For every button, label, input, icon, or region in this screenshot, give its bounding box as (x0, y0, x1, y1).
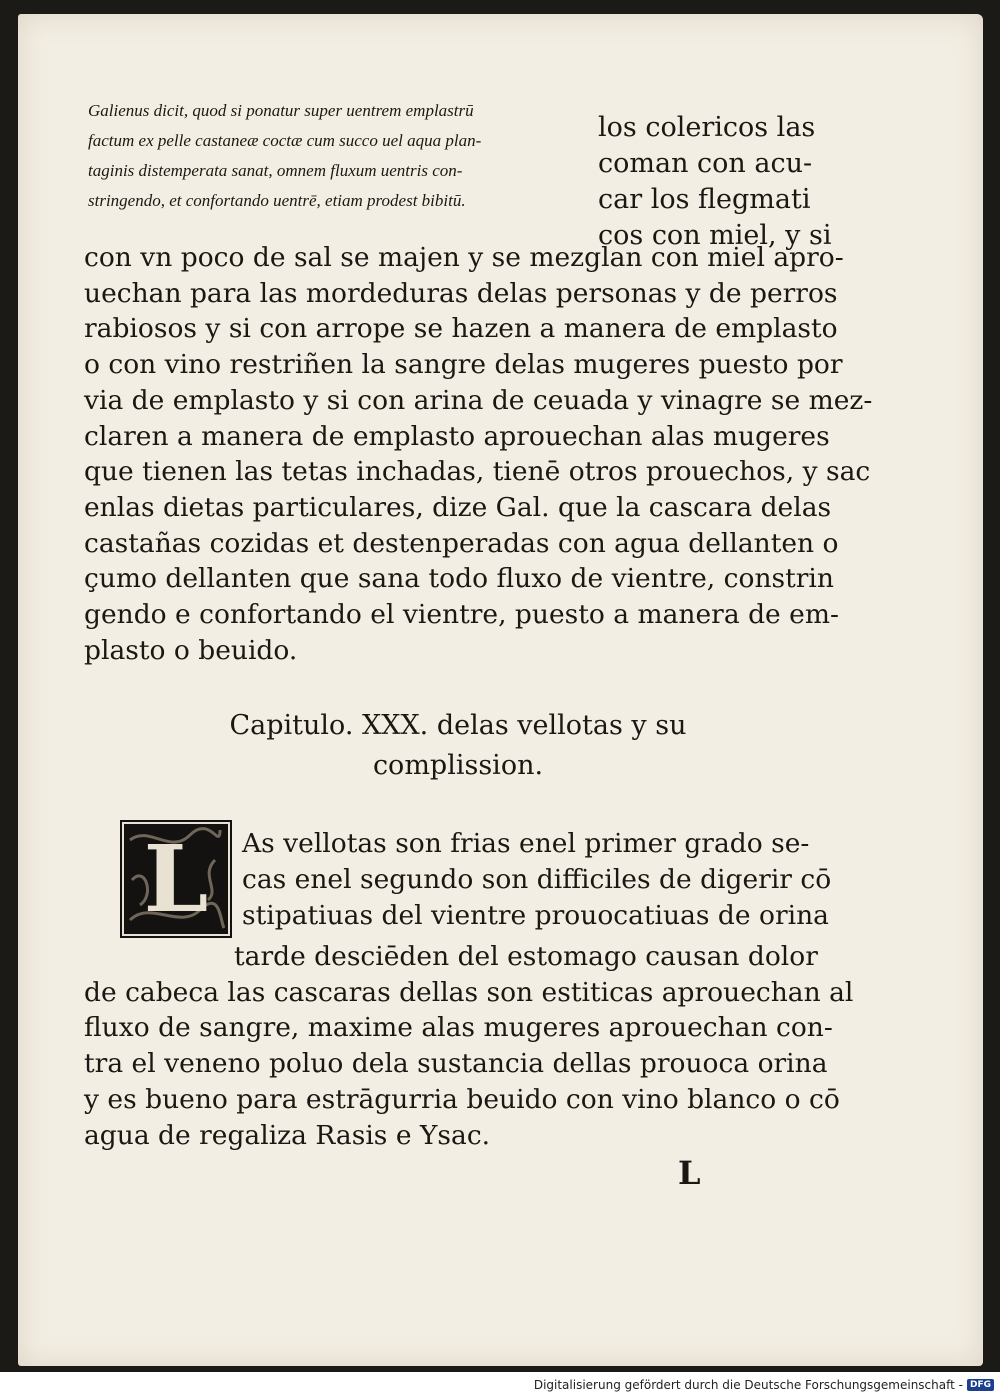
chapter-heading-line: Capitulo. XXX. delas vellotas y su (229, 710, 687, 741)
catchword: L (678, 1154, 701, 1192)
body-text-before-chapter (84, 240, 873, 668)
text-line: los colericos las (598, 112, 816, 143)
text-line: gendo e confortando el vientre, puesto a manera de em- (84, 599, 839, 631)
latin-line: taginis distemperata sanat, omnem fluxum uentris con- (88, 161, 463, 180)
text-line: castañas cozidas et destenperadas con agua dellanten o (84, 527, 839, 559)
text-line: As vellotas son frias enel primer grado se- (242, 828, 810, 859)
text-line: claren a manera de emplasto aprouechan alas mugeres (84, 420, 830, 452)
text-line: stipatiuas del vientre prouocatiuas de orina (242, 900, 829, 931)
text-line: çumo dellanten que sana todo fluxo de vientre, constrin (84, 563, 834, 595)
right-column-text (598, 110, 832, 254)
footer-text: Digitalisierung gefördert durch die Deutsche Forschungsgemeinschaft - (533, 1378, 963, 1392)
book-page (18, 14, 983, 1366)
text-line: agua de regaliza Rasis e Ysac. (84, 1119, 491, 1151)
text-line: tarde desciēden del estomago causan dolor (234, 941, 818, 972)
chapter-heading (168, 706, 748, 786)
text-line: plasto o beuido. (84, 634, 298, 666)
text-line: con vn poco de sal se majen y se mezglan con miel apro- (84, 242, 844, 273)
chapter-body-text (84, 939, 854, 1153)
latin-line: stringendo, et confortando uentrē, etiam prodest bibitū. (88, 191, 466, 210)
text-line: enlas dietas particulares, dize Gal. que la cascara delas (84, 491, 832, 523)
text-line: o con vino restriñen la sangre delas mugeres puesto por (84, 349, 843, 381)
dfg-logo: DFG (967, 1379, 994, 1391)
text-line: uechan para las mordeduras delas personas y de perros (84, 277, 838, 309)
text-line: y es bueno para estrāgurria beuido con vino blanco o cō (84, 1083, 840, 1115)
text-line: rabiosos y si con arrope se hazen a manera de emplasto (84, 313, 838, 345)
text-line: car los flegmati (598, 184, 811, 215)
decorated-initial (120, 820, 232, 938)
initial-letter: L (143, 825, 209, 933)
chapter-opening-lines (242, 826, 832, 934)
text-line: cas enel segundo son difficiles de digerir cō (242, 864, 832, 895)
text-line: que tienen las tetas inchadas, tienē otros prouechos, y sac (84, 456, 871, 488)
chapter-heading-line: complission. (372, 750, 544, 781)
latin-line: Galienus dicit, quod si ponatur super uentrem emplastrū (88, 101, 474, 120)
text-line: fluxo de sangre, maxime alas mugeres aprouechan con- (84, 1012, 833, 1044)
text-line: tra el veneno poluo dela sustancia dellas prouoca orina (84, 1048, 828, 1080)
text-line: coman con acu- (598, 148, 813, 179)
digitization-footer (534, 1378, 994, 1392)
latin-line: factum ex pelle castaneæ coctæ cum succo uel aqua plan- (88, 131, 482, 150)
latin-marginal-note (88, 96, 588, 216)
text-line: cos con miel, y si (598, 220, 832, 251)
text-line: via de emplasto y si con arina de ceuada y vinagre se mez- (84, 384, 873, 416)
text-line: de cabeca las cascaras dellas son estiticas aprouechan al (84, 976, 854, 1008)
